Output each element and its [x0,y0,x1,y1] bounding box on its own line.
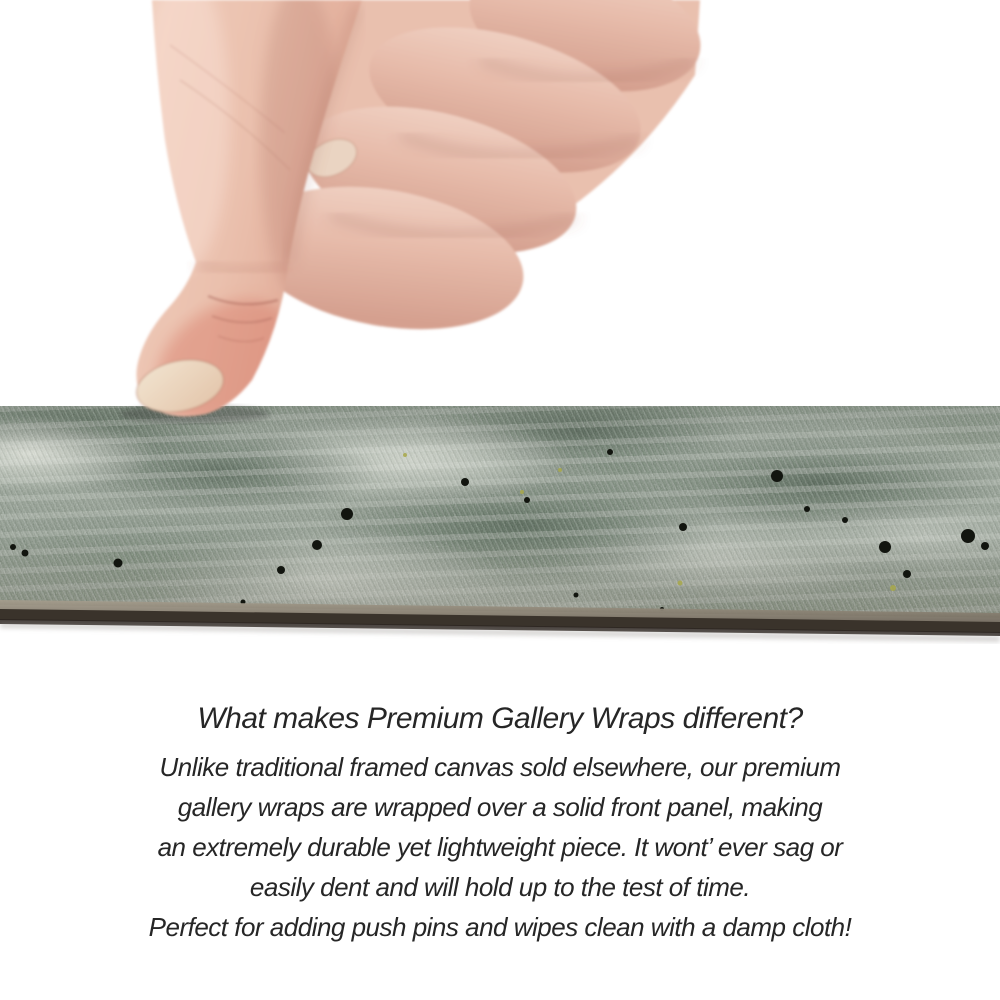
caption-line-3: an extremely durable yet lightweight piece. It wont’ ever sag or [157,832,843,862]
thumb [132,0,362,446]
caption-line-5: Perfect for adding push pins and wipes clean with a damp cloth! [148,912,852,942]
fist-backdrop [285,0,700,244]
caption-line-4: easily dent and will hold up to the test of time. [249,872,751,902]
canvas-strip-photo [0,406,1000,622]
caption-title: What makes Premium Gallery Wraps different? [197,702,803,735]
caption [0,701,1000,947]
index-nail [301,132,362,185]
canvas-speckles [0,406,1000,622]
caption-line-2: gallery wraps are wrapped over a solid front panel, making [177,792,823,822]
fingers [235,0,714,349]
caption-line-1: Unlike traditional framed canvas sold elsewhere, our premium [159,752,841,782]
